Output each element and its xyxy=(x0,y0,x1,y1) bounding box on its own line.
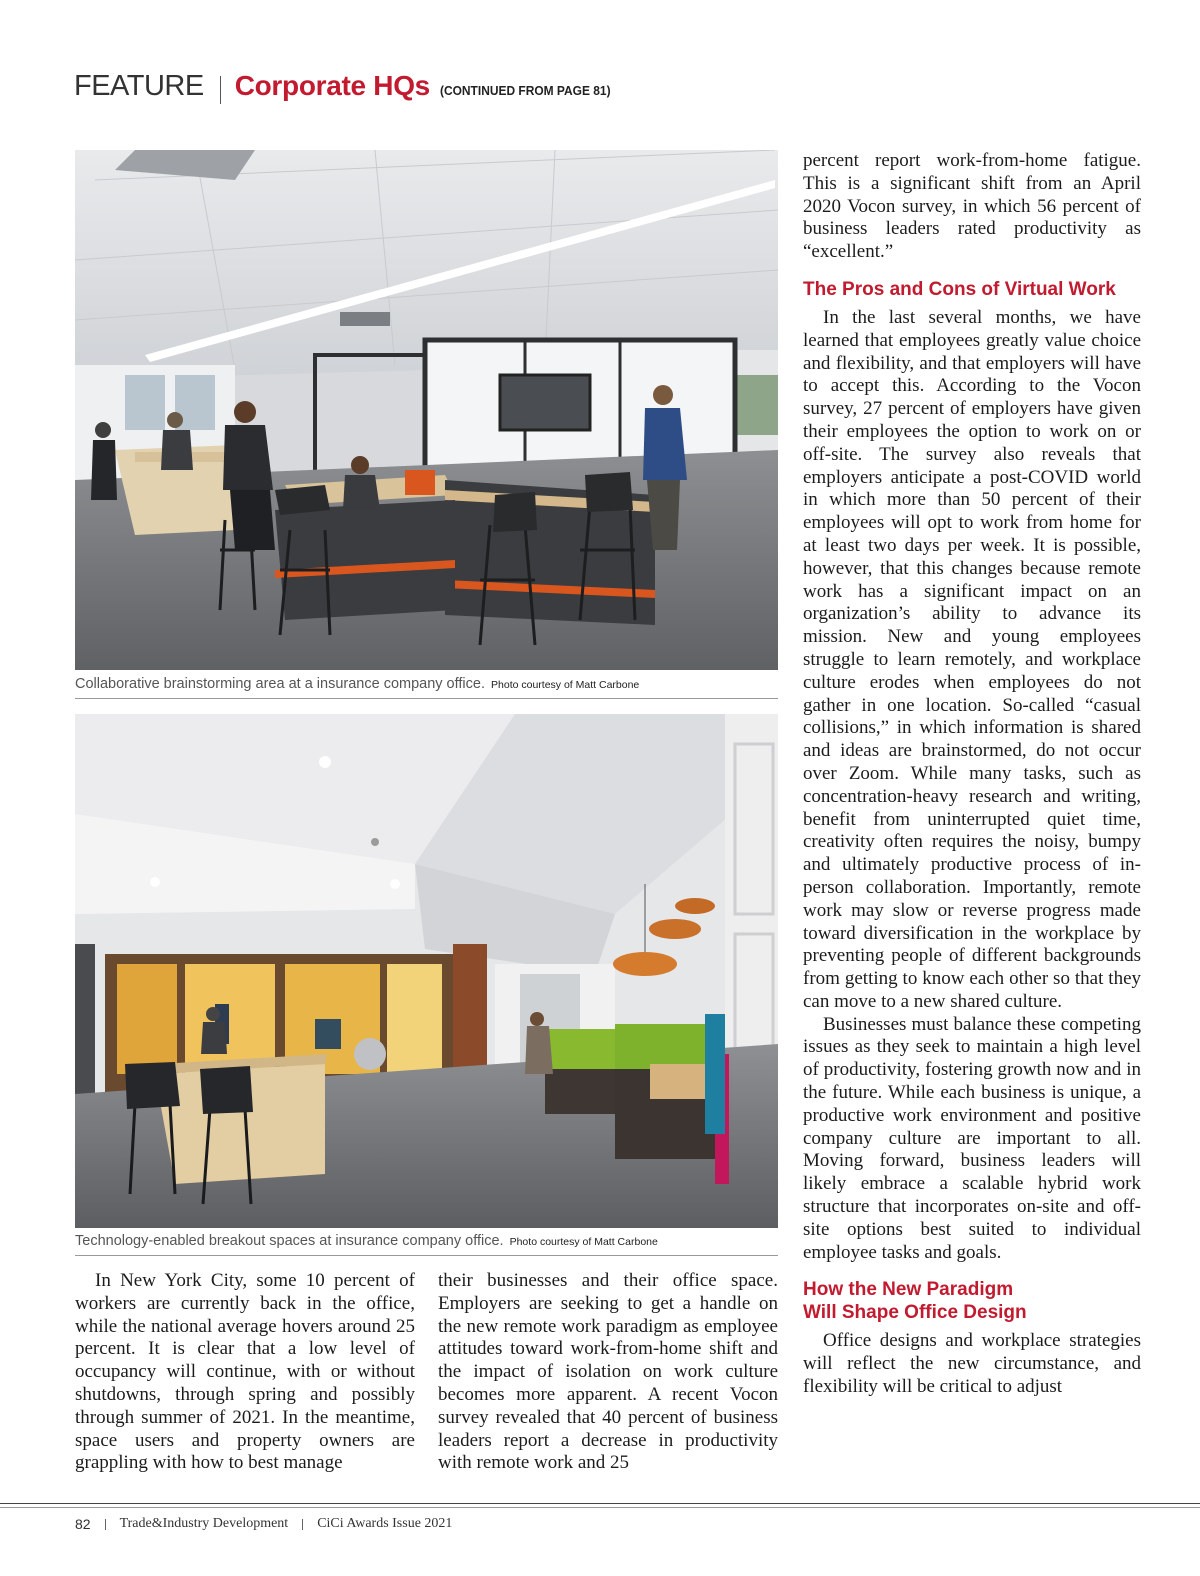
photo-credit: Photo courtesy of Matt Carbone xyxy=(491,679,640,691)
issue-name: CiCi Awards Issue 2021 xyxy=(317,1516,453,1531)
photo-credit: Photo courtesy of Matt Carbone xyxy=(509,1236,658,1248)
footer-rule xyxy=(0,1507,1200,1508)
photo-brainstorming-area xyxy=(75,150,778,670)
header-divider xyxy=(220,76,221,104)
caption-text: Technology-enabled breakout spaces at insurance company office. xyxy=(75,1233,504,1249)
footer-rule xyxy=(0,1503,1200,1504)
body-paragraph: percent report work-from-home fatigue. This is a significant shift from an April 2020 Vocon survey, in which 56 percent of business leaders rated productivity as “excellent.” xyxy=(803,150,1141,263)
section-label: FEATURE xyxy=(74,70,204,102)
photo-breakout-spaces xyxy=(75,714,778,1228)
body-paragraph: their businesses and their office space. Employers are seeking to get a handle on the new remote work paradigm as employee attitudes toward work-from-home shift and the impact of isolation on work culture becomes more apparent. A recent Vocon survey revealed that 40 percent of business leaders report a decrease in productivity with remote work and 25 xyxy=(438,1270,778,1474)
page-footer xyxy=(75,1516,452,1532)
subhead-line: Will Shape Office Design xyxy=(803,1302,1027,1324)
subhead-line: How the New Paradigm xyxy=(803,1279,1014,1301)
photo-caption-2 xyxy=(75,1233,778,1256)
section-subhead: The Pros and Cons of Virtual Work xyxy=(803,278,1116,300)
section-subhead xyxy=(803,1278,1141,1324)
footer-divider xyxy=(105,1519,106,1530)
photo-caption-1 xyxy=(75,676,778,699)
publication-name: Trade&Industry Development xyxy=(119,1516,289,1531)
body-paragraph: In the last several months, we have learned that employees greatly value choice and flexibility, and that employers will have to accept this. According to the Vocon survey, 27 percent of employers have given their employees the option to work on or off-site. The survey also reveals that employers anticipate a post-COVID world in which more than 50 percent of their employees will opt to work from home for at least two days per week. It is possible, however, that this changes because remote work has a significant impact on an organization’s ability to advance its mission. New and young employees struggle to learn remotely, and workplace culture erodes when employees do not gather in one location. So-called “casual collisions,” in which information is shared and ideas are brainstormed, do not occur over Zoom. While many tasks, such as concentration-heavy research and writing, benefit from uninterrupted quiet time, creativity often requires the noisy, bumpy and ultimately productive process of in-person collaboration. Importantly, remote work may slow or reverse progress made toward diversification in the workplace by preventing people of different backgrounds from getting to know each other so that they can move to a new shared culture. xyxy=(803,306,1141,1012)
page-number: 82 xyxy=(75,1516,91,1532)
body-paragraph: In New York City, some 10 percent of workers are currently back in the office, while the national average hovers around 25 percent. It is clear that a low level of occupancy will continue, with or without shutdowns, through spring and possibly through summer of 2021. In the meantime, space users and property owners are grappling with how to best manage xyxy=(75,1270,415,1474)
page-header xyxy=(74,70,625,110)
body-paragraph: Businesses must balance these competing issues as they seek to maintain a high level of productivity, fostering growth now and in the future. While each business is unique, a productive work environment and positive company culture are important to all. Moving forward, business leaders will likely embrace a scalable hybrid work structure that incorporates on-site and off-site options best suited to individual employee tasks and goals. xyxy=(803,1013,1141,1263)
article-column-left xyxy=(75,1270,415,1475)
article-column-middle xyxy=(438,1270,778,1475)
caption-text: Collaborative brainstorming area at a insurance company office. xyxy=(75,676,485,692)
article-column-right xyxy=(803,150,1141,1399)
continued-note: (CONTINUED FROM PAGE 81) xyxy=(439,83,611,98)
topic-title: Corporate HQs xyxy=(234,70,430,101)
body-paragraph: Office designs and workplace strategies will reflect the new circumstance, and flexibility will be critical to adjust xyxy=(803,1330,1141,1398)
footer-divider xyxy=(302,1519,303,1530)
